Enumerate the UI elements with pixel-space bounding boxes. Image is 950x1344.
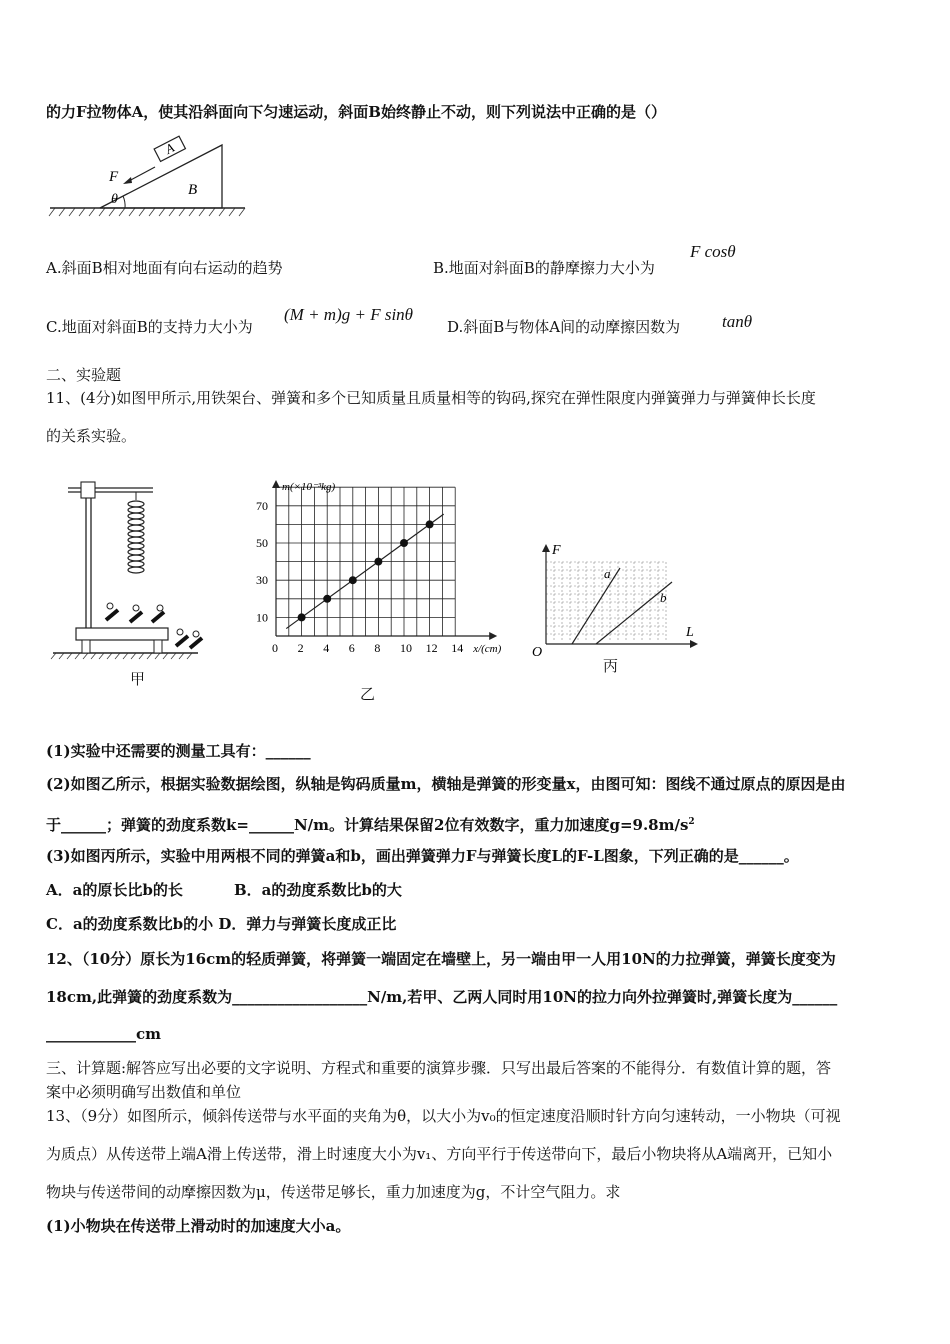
line-a bbox=[572, 568, 620, 644]
y-tick-label: 30 bbox=[256, 573, 268, 588]
figure-yi-label: 乙 bbox=[360, 685, 376, 703]
section3-line2: 案中必须明确写出数值和单位 bbox=[46, 1083, 242, 1101]
x-tick-label: 8 bbox=[374, 641, 381, 655]
q10-option-c-expr: (M + m)g + F sinθ bbox=[284, 305, 414, 324]
data-point bbox=[349, 576, 357, 584]
q11-sub1: (1)实验中还需要的测量工具有：______ bbox=[46, 742, 311, 760]
q11-line1: 11、(4分)如图甲所示,用铁架台、弹簧和多个已知质量且质量相等的钩码,探究在弹性限度内弹簧弹力与弹簧伸长长度 bbox=[46, 389, 816, 407]
chart-x-label: x/(cm) bbox=[473, 643, 502, 655]
q13-line1: 13、（9分）如图所示，倾斜传送带与水平面的夹角为θ，以大小为v₀的恒定速度沿顺时针方向匀速转动，一小物块（可视 bbox=[46, 1107, 841, 1125]
y-tick-label: 50 bbox=[256, 536, 268, 550]
q13-sub1: (1)小物块在传送带上滑动时的加速度大小a。 bbox=[46, 1217, 351, 1235]
data-point bbox=[323, 595, 331, 603]
section3-line1: 三、计算题:解答应写出必要的文字说明、方程式和重要的演算步骤．只写出最后答案的不能得分．有数值计算的题，答 bbox=[46, 1059, 832, 1077]
q11-line2: 的关系实验。 bbox=[46, 427, 137, 445]
axis-l-label: L bbox=[686, 625, 694, 640]
figure-jia-label: 甲 bbox=[130, 670, 146, 688]
q11-sub3: (3)如图丙所示，实验中用两根不同的弹簧a和b，画出弹簧弹力F与弹簧长度L的F-L图象，下列正确的是______。 bbox=[46, 847, 799, 865]
data-point bbox=[400, 539, 408, 547]
x-tick-label: 12 bbox=[425, 641, 438, 655]
section2-title: 二、实验题 bbox=[46, 366, 122, 384]
axis-f-label: F bbox=[552, 543, 561, 558]
chart-axes bbox=[272, 480, 497, 640]
data-point bbox=[298, 613, 306, 621]
q10-option-b: B.地面对斜面B的静摩擦力大小为 bbox=[433, 259, 655, 277]
data-point bbox=[426, 520, 434, 528]
y-tick-label: 70 bbox=[256, 498, 268, 513]
q11-sub2-b: 于______；弹簧的劲度系数k=______N/m。计算结果保留2位有效数字，重力加速度$g=9.8m/s^2$ bbox=[46, 816, 695, 834]
q10-option-a: A.斜面B相对地面有向右运动的趋势 bbox=[46, 259, 283, 277]
q13-line3: 物块与传送带间的动摩擦因数为μ，传送带足够长，重力加速度为g，不计空气阻力。求 bbox=[46, 1183, 621, 1201]
label-b: B bbox=[188, 182, 198, 198]
q11-option-b: B．a的劲度系数比b的大 bbox=[234, 881, 402, 899]
incline-figure bbox=[45, 135, 255, 225]
figure-bing-graph bbox=[528, 540, 708, 670]
figure-bing-label: 丙 bbox=[603, 657, 619, 675]
label-f: F bbox=[109, 169, 119, 185]
x-tick-label: 10 bbox=[400, 641, 412, 655]
q11-option-a: A．a的原长比b的长 bbox=[46, 881, 183, 899]
data-point bbox=[374, 558, 382, 566]
x-tick-label: 14 bbox=[451, 641, 464, 655]
q12-line3: ____________cm bbox=[46, 1025, 162, 1043]
chart-fit-line bbox=[286, 514, 443, 628]
q13-line2: 为质点）从传送带上端A滑上传送带，滑上时速度大小为v₁、方向平行于传送带向下，最后小物块将从A端离开，已知小 bbox=[46, 1145, 833, 1163]
q11-option-c-d: C．a的劲度系数比b的小 D．弹力与弹簧长度成正比 bbox=[46, 915, 397, 933]
q10-option-d: D.斜面B与物体A间的动摩擦因数为 bbox=[447, 318, 681, 336]
q11-sub2-a: (2)如图乙所示，根据实验数据绘图，纵轴是钩码质量m，横轴是弹簧的形变量x，由图可知：图线不通过原点的原因是由 bbox=[46, 775, 846, 793]
figure-jia-iron-stand bbox=[48, 470, 208, 700]
q10-option-d-expr: tanθ bbox=[722, 312, 753, 331]
label-theta: θ bbox=[111, 192, 118, 207]
q12-line1: 12、（10分）原长为16cm的轻质弹簧，将弹簧一端固定在墙壁上，另一端由甲一人用10N的力拉弹簧，弹簧长度变为 bbox=[46, 950, 836, 968]
x-tick-label: 2 bbox=[297, 641, 304, 655]
origin-label: O bbox=[532, 645, 543, 660]
q12-line2: 18cm,此弹簧的劲度系数为__________________N/m,若甲、乙两人同时用10N的拉力向外拉弹簧时,弹簧长度为______ bbox=[46, 988, 838, 1006]
x-tick-label: 0 bbox=[272, 641, 278, 655]
q10-option-c: C.地面对斜面B的支持力大小为 bbox=[46, 318, 253, 336]
chart-y-label: m(×10⁻³kg) bbox=[282, 481, 336, 493]
label-a: A bbox=[162, 139, 177, 157]
line-a-label: a bbox=[604, 566, 611, 581]
y-tick-label: 10 bbox=[256, 610, 268, 625]
figure-yi-chart bbox=[250, 476, 510, 676]
line-b-label: b bbox=[660, 590, 667, 605]
x-axis-arrow bbox=[489, 632, 497, 640]
x-tick-label: 4 bbox=[323, 641, 330, 655]
q10-option-b-expr: F cosθ bbox=[690, 242, 736, 261]
x-tick-label: 6 bbox=[348, 641, 355, 655]
y-axis-arrow bbox=[272, 480, 280, 488]
q10-stem: 的力F拉物体A，使其沿斜面向下匀速运动，斜面B始终静止不动，则下列说法中正确的是（） bbox=[46, 103, 666, 121]
